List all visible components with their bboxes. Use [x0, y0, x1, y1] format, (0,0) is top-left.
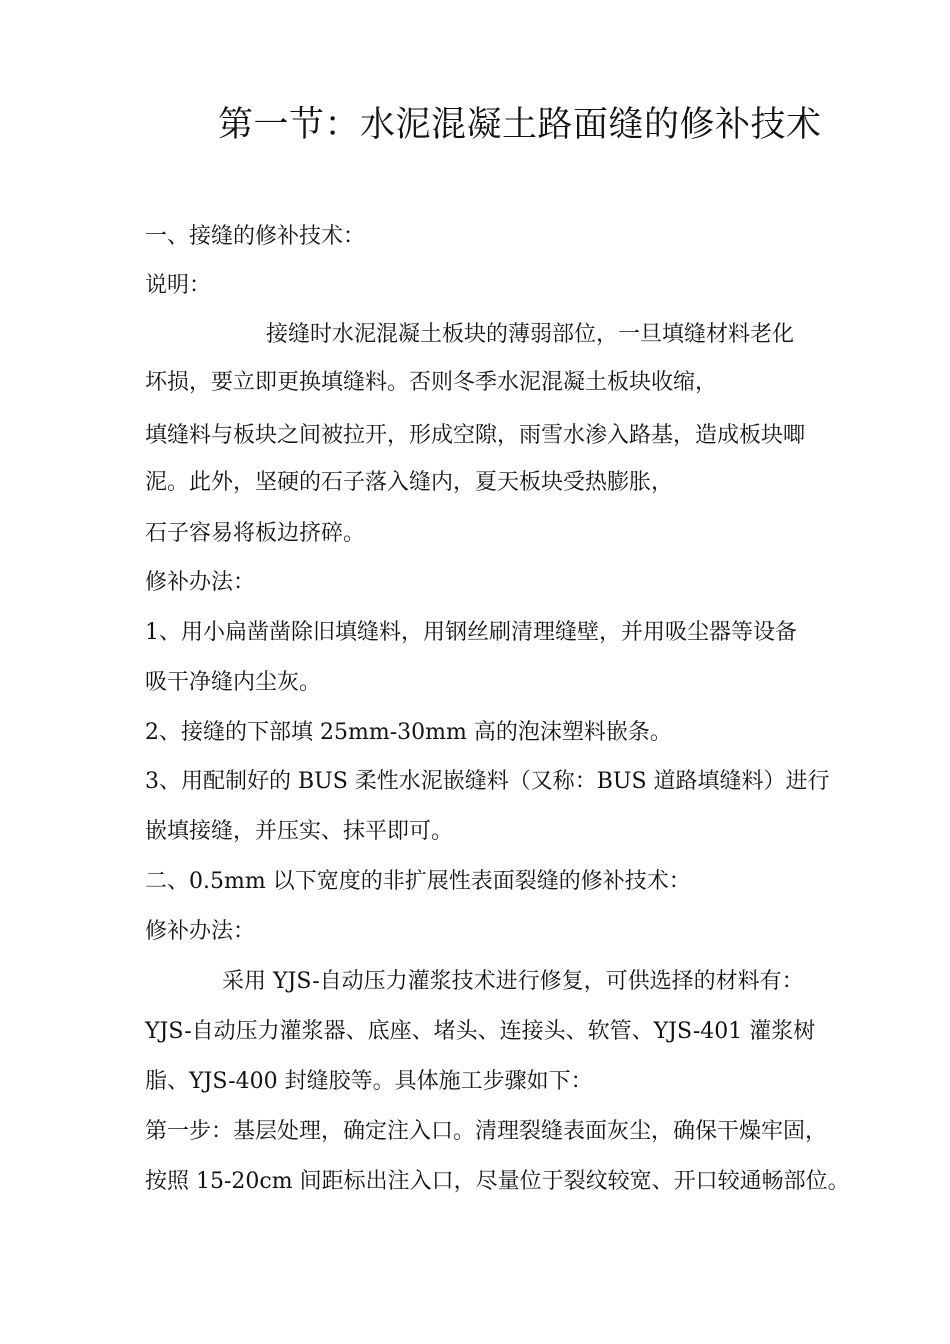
paragraph-line: 泥。此外，坚硬的石子落入缝内，夏天板块受热膨胀，	[145, 470, 674, 495]
paragraph-line: 脂、YJS-400 封缝胶等。具体施工步骤如下：	[145, 1069, 593, 1094]
section-heading-2: 二、0.5mm 以下宽度的非扩展性表面裂缝的修补技术：	[145, 869, 691, 894]
paragraph-line: YJS-自动压力灌浆器、底座、堵头、连接头、软管、YJS-401 灌浆树	[145, 1019, 816, 1044]
label-description: 说明：	[145, 273, 212, 298]
step-line: 吸干净缝内尘灰。	[145, 670, 322, 695]
step-line: 3、用配制好的 BUS 柔性水泥嵌缝料（又称：BUS 道路填缝料）进行	[145, 769, 830, 794]
section-heading-1: 一、接缝的修补技术：	[145, 224, 366, 249]
step-line: 按照 15-20cm 间距标出注入口，尽量位于裂纹较宽、开口较通畅部位。	[145, 1169, 850, 1194]
paragraph-line: 采用 YJS-自动压力灌浆技术进行修复，可供选择的材料有：	[222, 969, 804, 994]
paragraph-line: 坏损，要立即更换填缝料。否则冬季水泥混凝土板块收缩，	[145, 370, 718, 395]
step-line: 嵌填接缝，并压实、抹平即可。	[145, 819, 454, 844]
label-repair-method: 修补办法：	[145, 570, 256, 595]
paragraph-line: 填缝料与板块之间被拉开，形成空隙，雨雪水渗入路基，造成板块唧	[145, 423, 806, 448]
step-line: 第一步：基层处理，确定注入口。清理裂缝表面灰尘，确保干燥牢固，	[145, 1119, 828, 1144]
page-title: 第一节：水泥混凝土路面缝的修补技术	[218, 105, 822, 145]
step-line: 1、用小扁凿凿除旧填缝料，用钢丝刷清理缝壁，并用吸尘器等设备	[145, 620, 797, 645]
label-repair-method: 修补办法：	[145, 919, 256, 944]
paragraph-line: 接缝时水泥混凝土板块的薄弱部位，一旦填缝材料老化	[266, 322, 795, 347]
step-line: 2、接缝的下部填 25mm-30mm 高的泡沫塑料嵌条。	[145, 720, 672, 745]
paragraph-line: 石子容易将板边挤碎。	[145, 521, 366, 546]
